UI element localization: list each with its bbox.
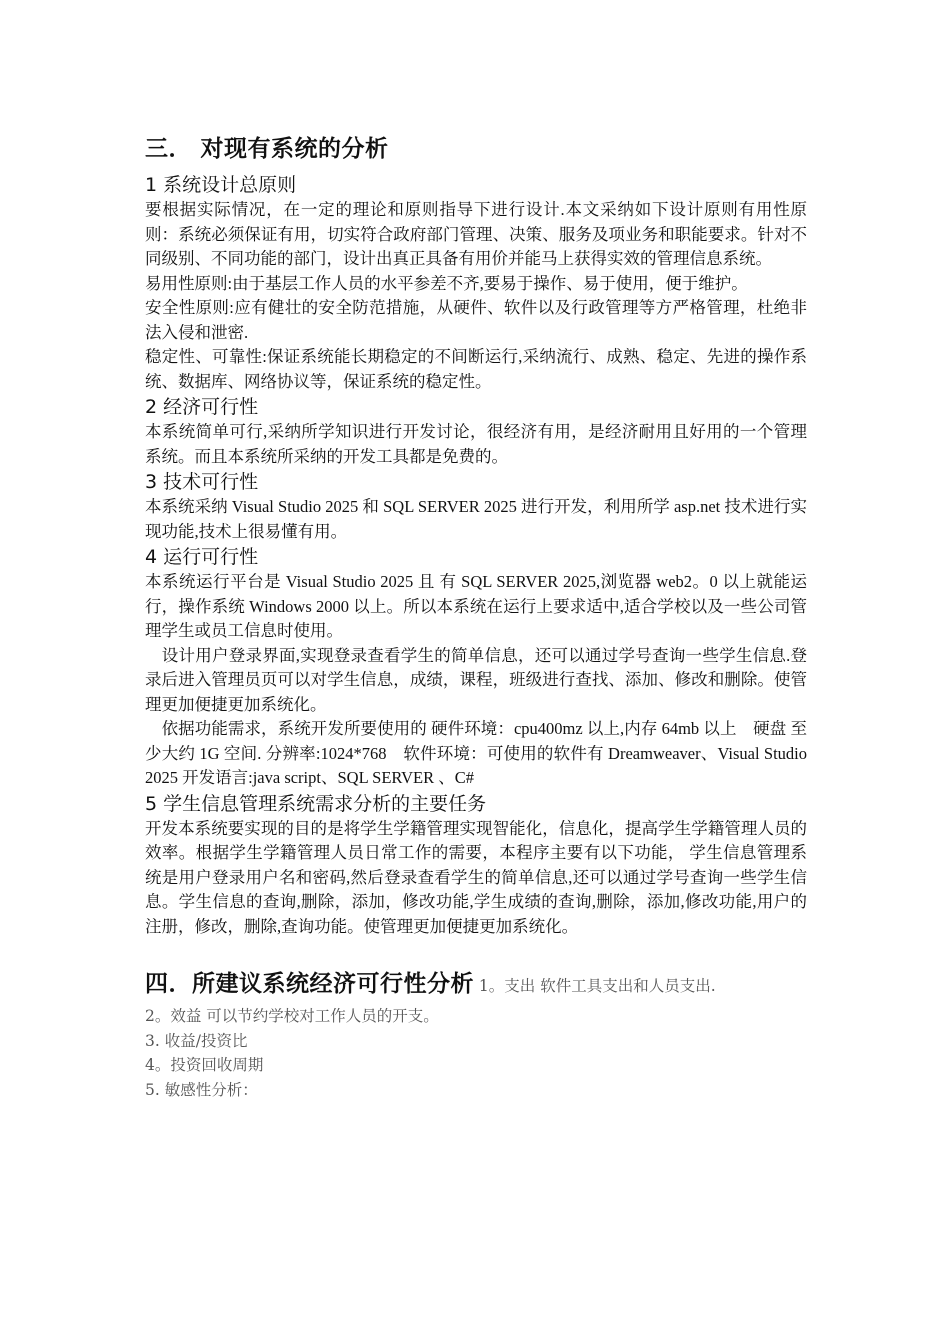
subsection-2-heading: 2 经济可行性 bbox=[145, 396, 259, 418]
list-item: 2。效益 可以节约学校对工作人员的开支。 bbox=[145, 1007, 439, 1025]
subsection-1-heading: 1 系统设计总原则 bbox=[145, 174, 297, 196]
subsection-4-heading: 4 运行可行性 bbox=[145, 546, 259, 568]
section-4-heading-line bbox=[145, 967, 807, 1004]
section-4-title: 四．所建议系统经济可行性分析 bbox=[145, 971, 474, 997]
paragraph: 易用性原则:由于基层工作人员的水平参差不齐,要易于操作、易于使用，便于维护。 bbox=[145, 273, 748, 293]
section-spacer bbox=[145, 939, 807, 967]
section-3-title: 三． 对现有系统的分析 bbox=[145, 136, 389, 162]
subsection-5-heading: 5 学生信息管理系统需求分析的主要任务 bbox=[145, 792, 487, 815]
paragraph: 本系统运行平台是 Visual Studio 2025 且 有 SQL SERVER 2025,浏览器 web2。0 以上就能运行，操作系统 Windows 2000 以上。所以本系统在运行上要求适中,适合学校以及一些公司管理学生或员工信息时使用。 bbox=[145, 572, 807, 640]
subsection-3-heading: 3 技术可行性 bbox=[145, 471, 259, 493]
paragraph: 本系统采纳 Visual Studio 2025 和 SQL SERVER 2025 进行开发，利用所学 asp.net 技术进行实现功能,技术上很易懂有用。 bbox=[145, 497, 807, 541]
paragraph: 本系统简单可行,采纳所学知识进行开发讨论，很经济有用，是经济耐用且好用的一个管理系统。而且本系统所采纳的开发工具都是免费的。 bbox=[145, 422, 807, 466]
list-item: 3. 收益/投资比 bbox=[145, 1031, 248, 1050]
document-body bbox=[145, 132, 807, 1102]
paragraph: 依据功能需求，系统开发所要使用的 硬件环境：cpu400mz 以上,内存 64mb 以上 硬盘 至少大约 1G 空间. 分辨率:1024*768 软件环境：可使用的软件有 Dreamweaver、Visual Studio 2025 开发语言:java script、SQL SERVER 、C# bbox=[145, 719, 807, 787]
paragraph: 设计用户登录界面,实现登录查看学生的简单信息，还可以通过学号查询一些学生信息.登录后进入管理员页可以对学生信息，成绩，课程，班级进行查找、添加、修改和删除。使管理更加便捷更加系统化。 bbox=[145, 645, 807, 714]
paragraph: 安全性原则:应有健壮的安全防范措施，从硬件、软件以及行政管理等方严格管理，杜绝非法入侵和泄密. bbox=[145, 298, 807, 342]
list-item: 5. 敏感性分析： bbox=[145, 1080, 258, 1099]
section-4-item-1: 1。支出 软件工具支出和人员支出. bbox=[474, 977, 716, 995]
paragraph: 稳定性、可靠性:保证系统能长期稳定的不间断运行,采纳流行、成熟、稳定、先进的操作系统、数据库、网络协议等，保证系统的稳定性。 bbox=[145, 347, 807, 391]
list-item: 4。投资回收周期 bbox=[145, 1056, 264, 1074]
paragraph: 开发本系统要实现的目的是将学生学籍管理实现智能化，信息化，提高学生学籍管理人员的效率。根据学生学籍管理人员日常工作的需要，本程序主要有以下功能， 学生信息管理系统是用户登录用户名和密码,然后登录查看学生的简单信息,还可以通过学号查询一些学生信息。学生信息的查询,删除，添加，修改功能,学生成绩的查询,删除，添加,修改功能,用户的注册，修改，删除,查询功能。使管理更加便捷更加系统化。 bbox=[145, 818, 807, 936]
paragraph: 要根据实际情况，在一定的理论和原则指导下进行设计.本文采纳如下设计原则有用性原则：系统必须保证有用，切实符合政府部门管理、决策、服务及项业务和职能要求。针对不同级别、不同功能的部门，设计出真正具备有用价并能马上获得实效的管理信息系统。 bbox=[145, 200, 807, 268]
